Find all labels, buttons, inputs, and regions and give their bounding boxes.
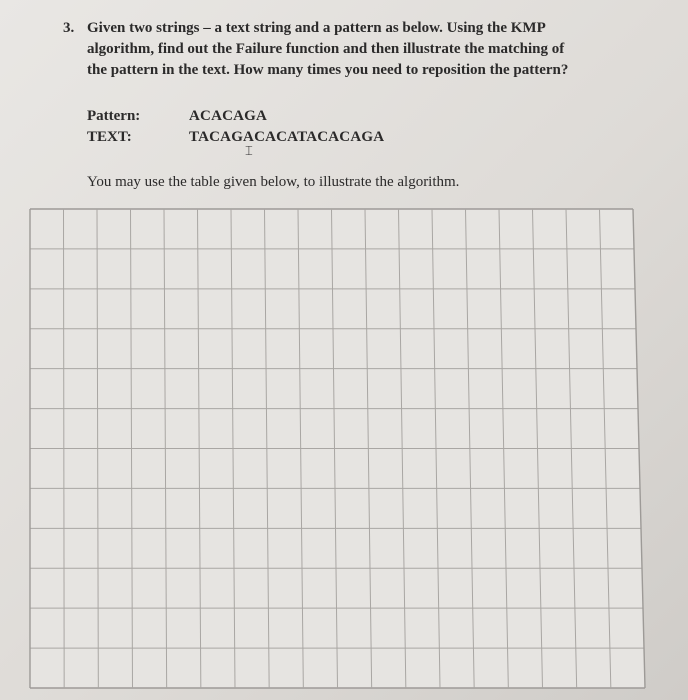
instruction-text: You may use the table given below, to illustrate the algorithm.: [87, 174, 460, 190]
text-value: TACAGACACATACACAGA: [189, 129, 385, 145]
text-cursor-icon: ⌶: [245, 143, 253, 158]
question-line: Given two strings – a text string and a pattern as below. Using the KMP: [87, 20, 546, 36]
grid-column-line: [64, 209, 65, 688]
text-label: TEXT:: [87, 129, 132, 145]
question-number: 3.: [63, 20, 75, 36]
pattern-value: ACACAGA: [189, 108, 268, 124]
question-line: the pattern in the text. How many times you need to reposition the pattern?: [87, 62, 569, 78]
pattern-label: Pattern:: [87, 108, 141, 124]
question-line: algorithm, find out the Failure function and then illustrate the matching of: [87, 41, 565, 57]
